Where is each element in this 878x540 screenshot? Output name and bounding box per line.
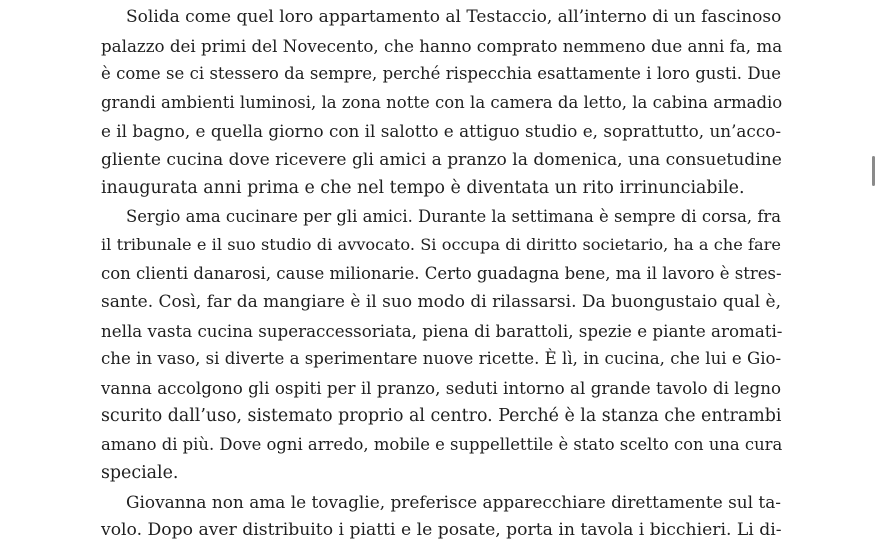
text-line: è come se ci stessero da sempre, perché rispecchia esattamente i loro gusti. Due (101, 64, 781, 83)
text-line: nella vasta cucina superaccessoriata, piena di barattoli, spezie e piante aromati- (101, 320, 783, 341)
text-line: con clienti danarosi, cause milionarie. Certo guadagna bene, ma il lavoro è stres- (101, 263, 782, 283)
text-line: il tribunale e il suo studio di avvocato. Si occupa di diritto societario, ha a che fare (101, 235, 781, 254)
text-line: e il bagno, e quella giorno con il salotto e attiguo studio e, soprattutto, un’acco- (101, 121, 781, 141)
text-line: volo. Dopo aver distribuito i piatti e le posate, porta in tavola i bicchieri. Li di- (101, 520, 782, 540)
text-line: inaugurata anni prima e che nel tempo è diventata un rito irrinunciabile. (101, 178, 745, 198)
text-line: Giovanna non ama le tovaglie, preferisce apparecchiare direttamente sul ta- (126, 491, 781, 512)
text-line: gliente cucina dove ricevere gli amici a pranzo la domenica, una consuetudine (101, 149, 782, 170)
text-line: che in vaso, si diverte a sperimentare nuove ricette. È lì, in cucina, che lui e Gio- (101, 349, 782, 368)
text-line: vanna accolgono gli ospiti per il pranzo, seduti intorno al grande tavolo di legno (101, 377, 781, 398)
text-line: scurito dall’uso, sistemato proprio al centro. Perché è la stanza che entrambi (101, 406, 782, 426)
text-line: grandi ambienti luminosi, la zona notte con la camera da letto, la cabina armadio (101, 92, 783, 112)
text-line: Solida come quel loro appartamento al Testaccio, all’interno di un fascinoso (126, 7, 782, 27)
text-line: amano di più. Dove ogni arredo, mobile e suppellettile è stato scelto con una cura (101, 434, 783, 454)
text-line: palazzo dei primi del Novecento, che hanno comprato nemmeno due anni fa, ma (101, 35, 783, 56)
text-body (101, 3, 781, 540)
scroll-indicator[interactable] (872, 156, 875, 186)
text-line: Sergio ama cucinare per gli amici. Durante la settimana è sempre di corsa, fra (126, 206, 781, 226)
text-line: sante. Così, far da mangiare è il suo modo di rilassarsi. Da buongustaio qual è, (101, 292, 781, 312)
text-line: speciale. (101, 463, 179, 483)
